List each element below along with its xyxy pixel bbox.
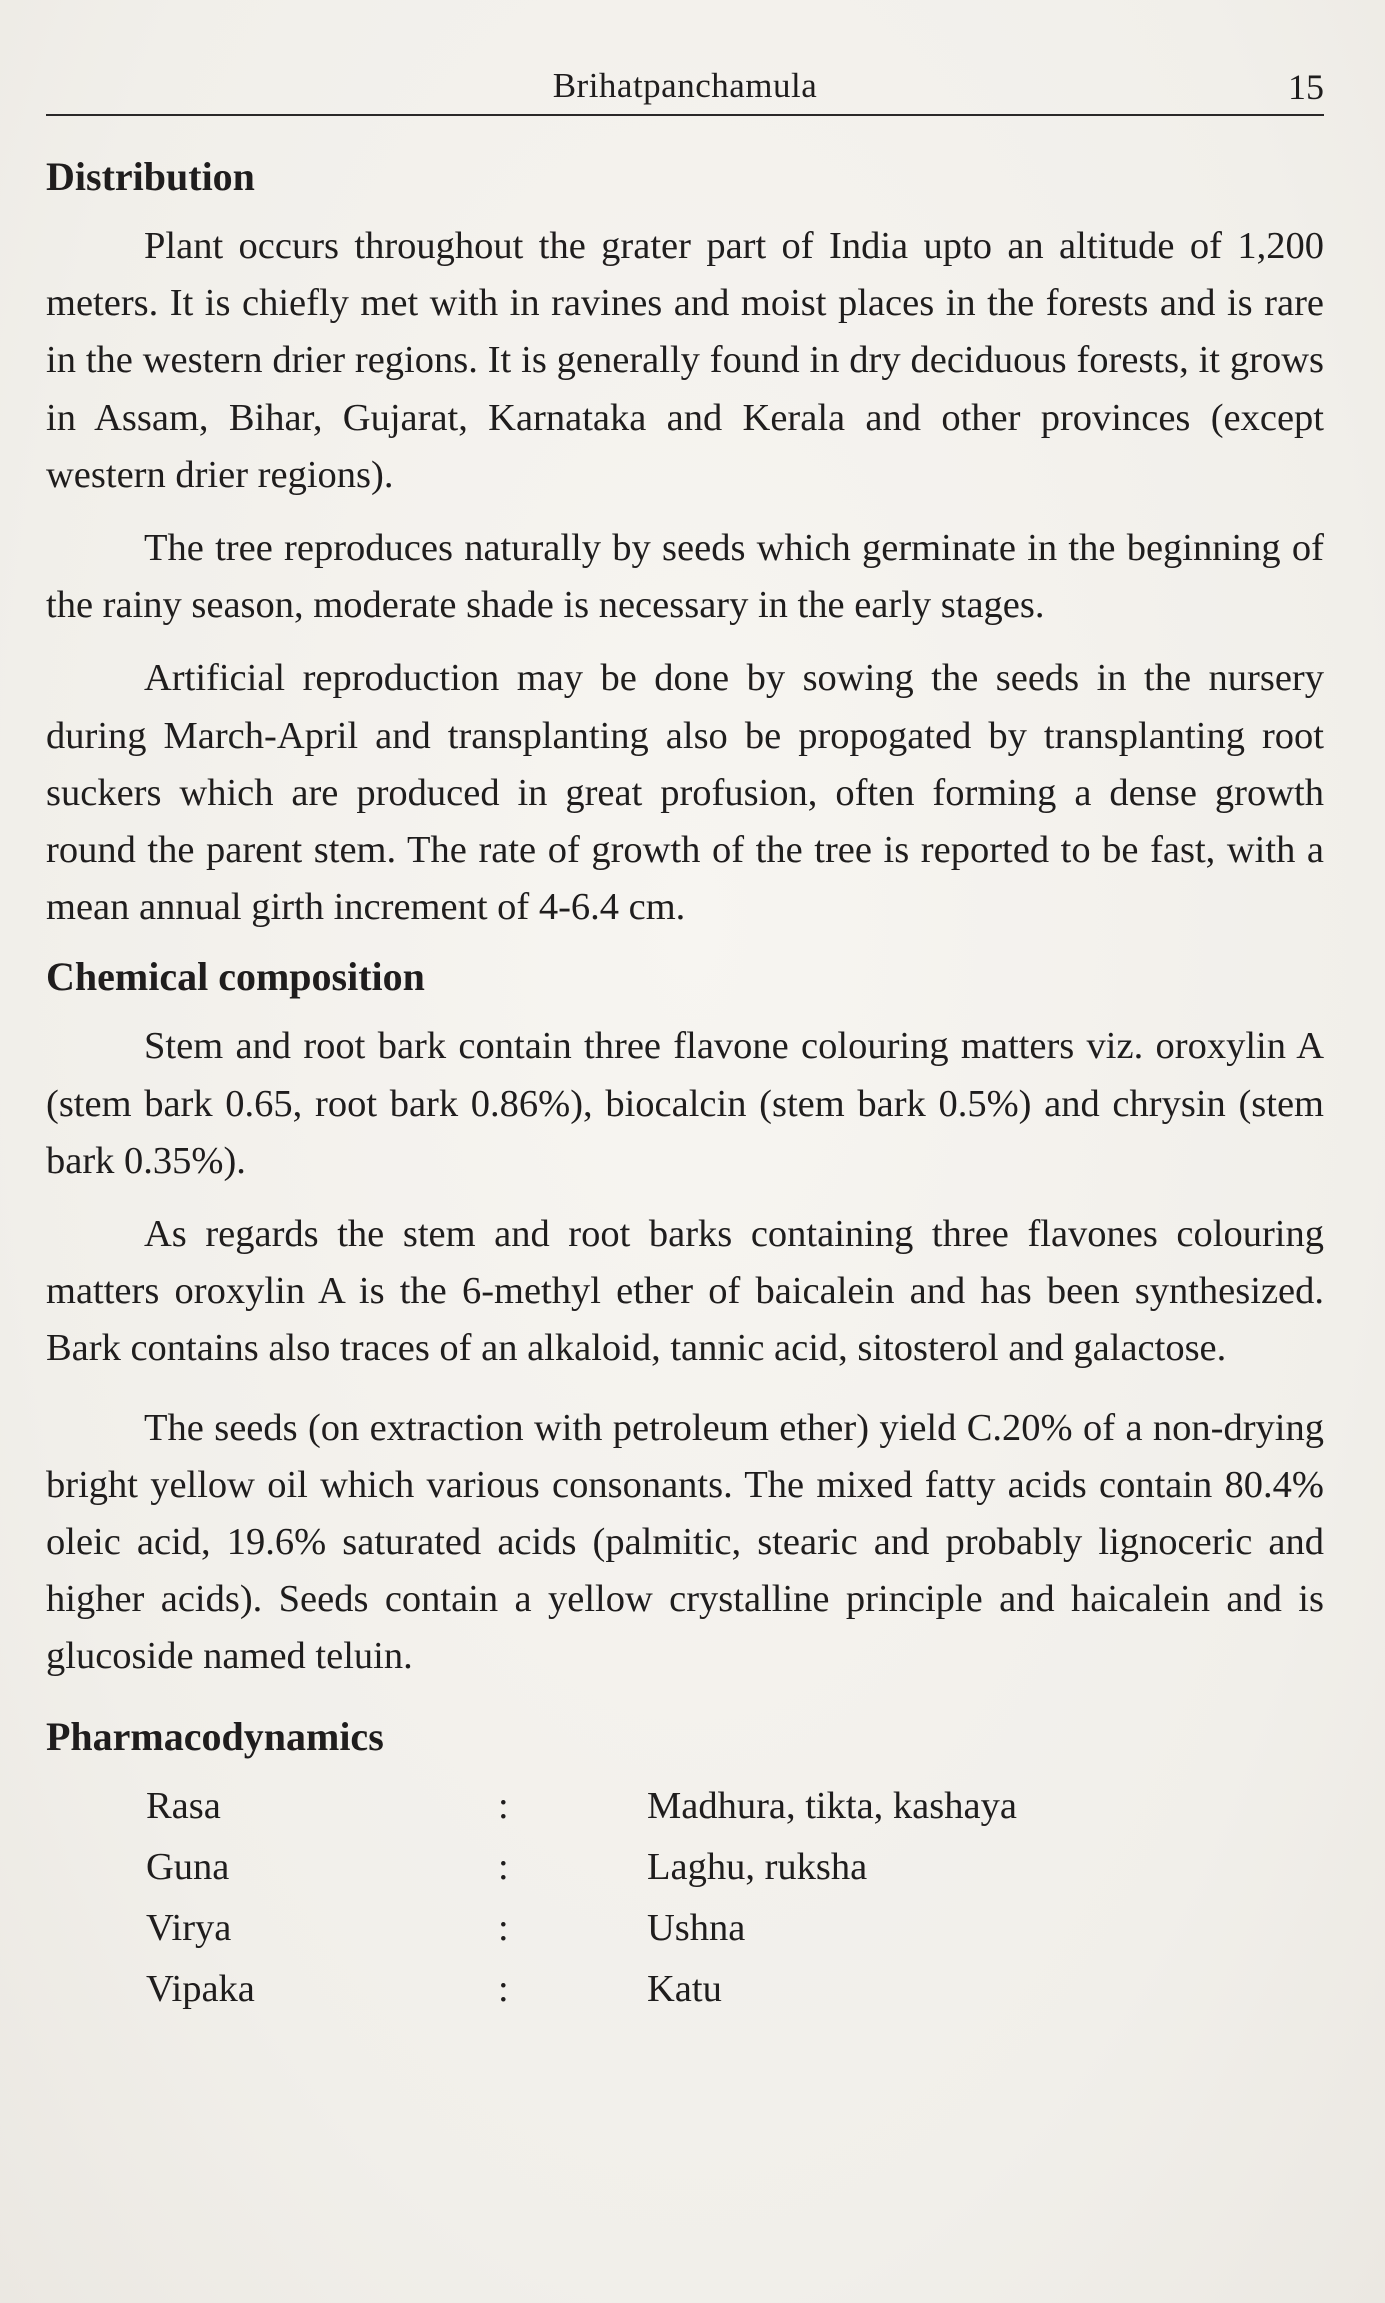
chemical-composition-section (46, 948, 1324, 1685)
pharmacodynamics-section (46, 1708, 1324, 2020)
paragraph: Plant occurs throughout the grater part of India upto an altitude of 1,200 meters. It is chiefly met with in ravines and moist places in the forests and is rare in the western drier regions. It is generally found in dry deciduous forests, it grows in Assam, Bihar, Gujarat, Karnataka and Kerala and other provinces (except western drier regions). (46, 225, 1324, 496)
section-heading: Distribution (46, 154, 255, 199)
property-name: Vipaka (146, 1967, 255, 2010)
property-name: Rasa (146, 1784, 221, 1827)
property-row-guna (46, 1837, 1324, 1898)
property-separator: : (498, 1845, 509, 1888)
running-title: Brihatpanchamula (552, 66, 818, 105)
properties-table (46, 1776, 1324, 2020)
paragraph: The tree reproduces naturally by seeds which germinate in the beginning of the rainy season, moderate shade is necessary in the early stages. (46, 527, 1324, 627)
paragraph: The seeds (on extraction with petroleum ether) yield C.20% of a non-drying bright yellow oil which various consonants. The mixed fatty acids contain 80.4% oleic acid, 19.6% saturated acids (palmitic, stearic and probably lignoceric and higher acids). Seeds contain a yellow crystalline principle and haicalein and is glucoside named teluin. (46, 1406, 1324, 1678)
property-separator: : (498, 1906, 509, 1949)
page-number: 15 (1288, 67, 1324, 107)
section-heading: Pharmacodynamics (46, 1713, 384, 1759)
paragraph: Stem and root bark contain three flavone colouring matters viz. oroxylin A (stem bark 0.65, root bark 0.86%), biocalcin (stem bark 0.5%) and chrysin (stem bark 0.35%). (46, 1025, 1324, 1182)
distribution-section (46, 148, 1324, 936)
property-value: Laghu, ruksha (647, 1845, 868, 1888)
section-heading: Chemical composition (46, 954, 425, 1000)
property-row-vipaka (46, 1959, 1324, 2020)
property-separator: : (498, 1784, 509, 1827)
property-value: Katu (647, 1967, 722, 2010)
property-value: Ushna (647, 1906, 746, 1949)
property-separator: : (498, 1967, 509, 2010)
property-value: Madhura, tikta, kashaya (647, 1784, 1017, 1827)
page-header (46, 62, 1324, 116)
property-name: Virya (146, 1906, 232, 1949)
page-body (46, 148, 1324, 2020)
property-name: Guna (146, 1845, 230, 1888)
property-row-virya (46, 1898, 1324, 1959)
paragraph: As regards the stem and root barks containing three flavones colouring matters oroxylin A is the 6-methyl ether of baicalein and has been synthesized. Bark contains also traces of an alkaloid, tannic acid, sitosterol and galactose. (46, 1213, 1324, 1370)
property-row-rasa (46, 1776, 1324, 1837)
paragraph: Artificial reproduction may be done by sowing the seeds in the nursery during March-April and transplanting also be propogated by transplanting root suckers which are produced in great profusion, often forming a dense growth round the parent stem. The rate of growth of the tree is reported to be fast, with a mean annual girth increment of 4-6.4 cm. (46, 657, 1324, 929)
